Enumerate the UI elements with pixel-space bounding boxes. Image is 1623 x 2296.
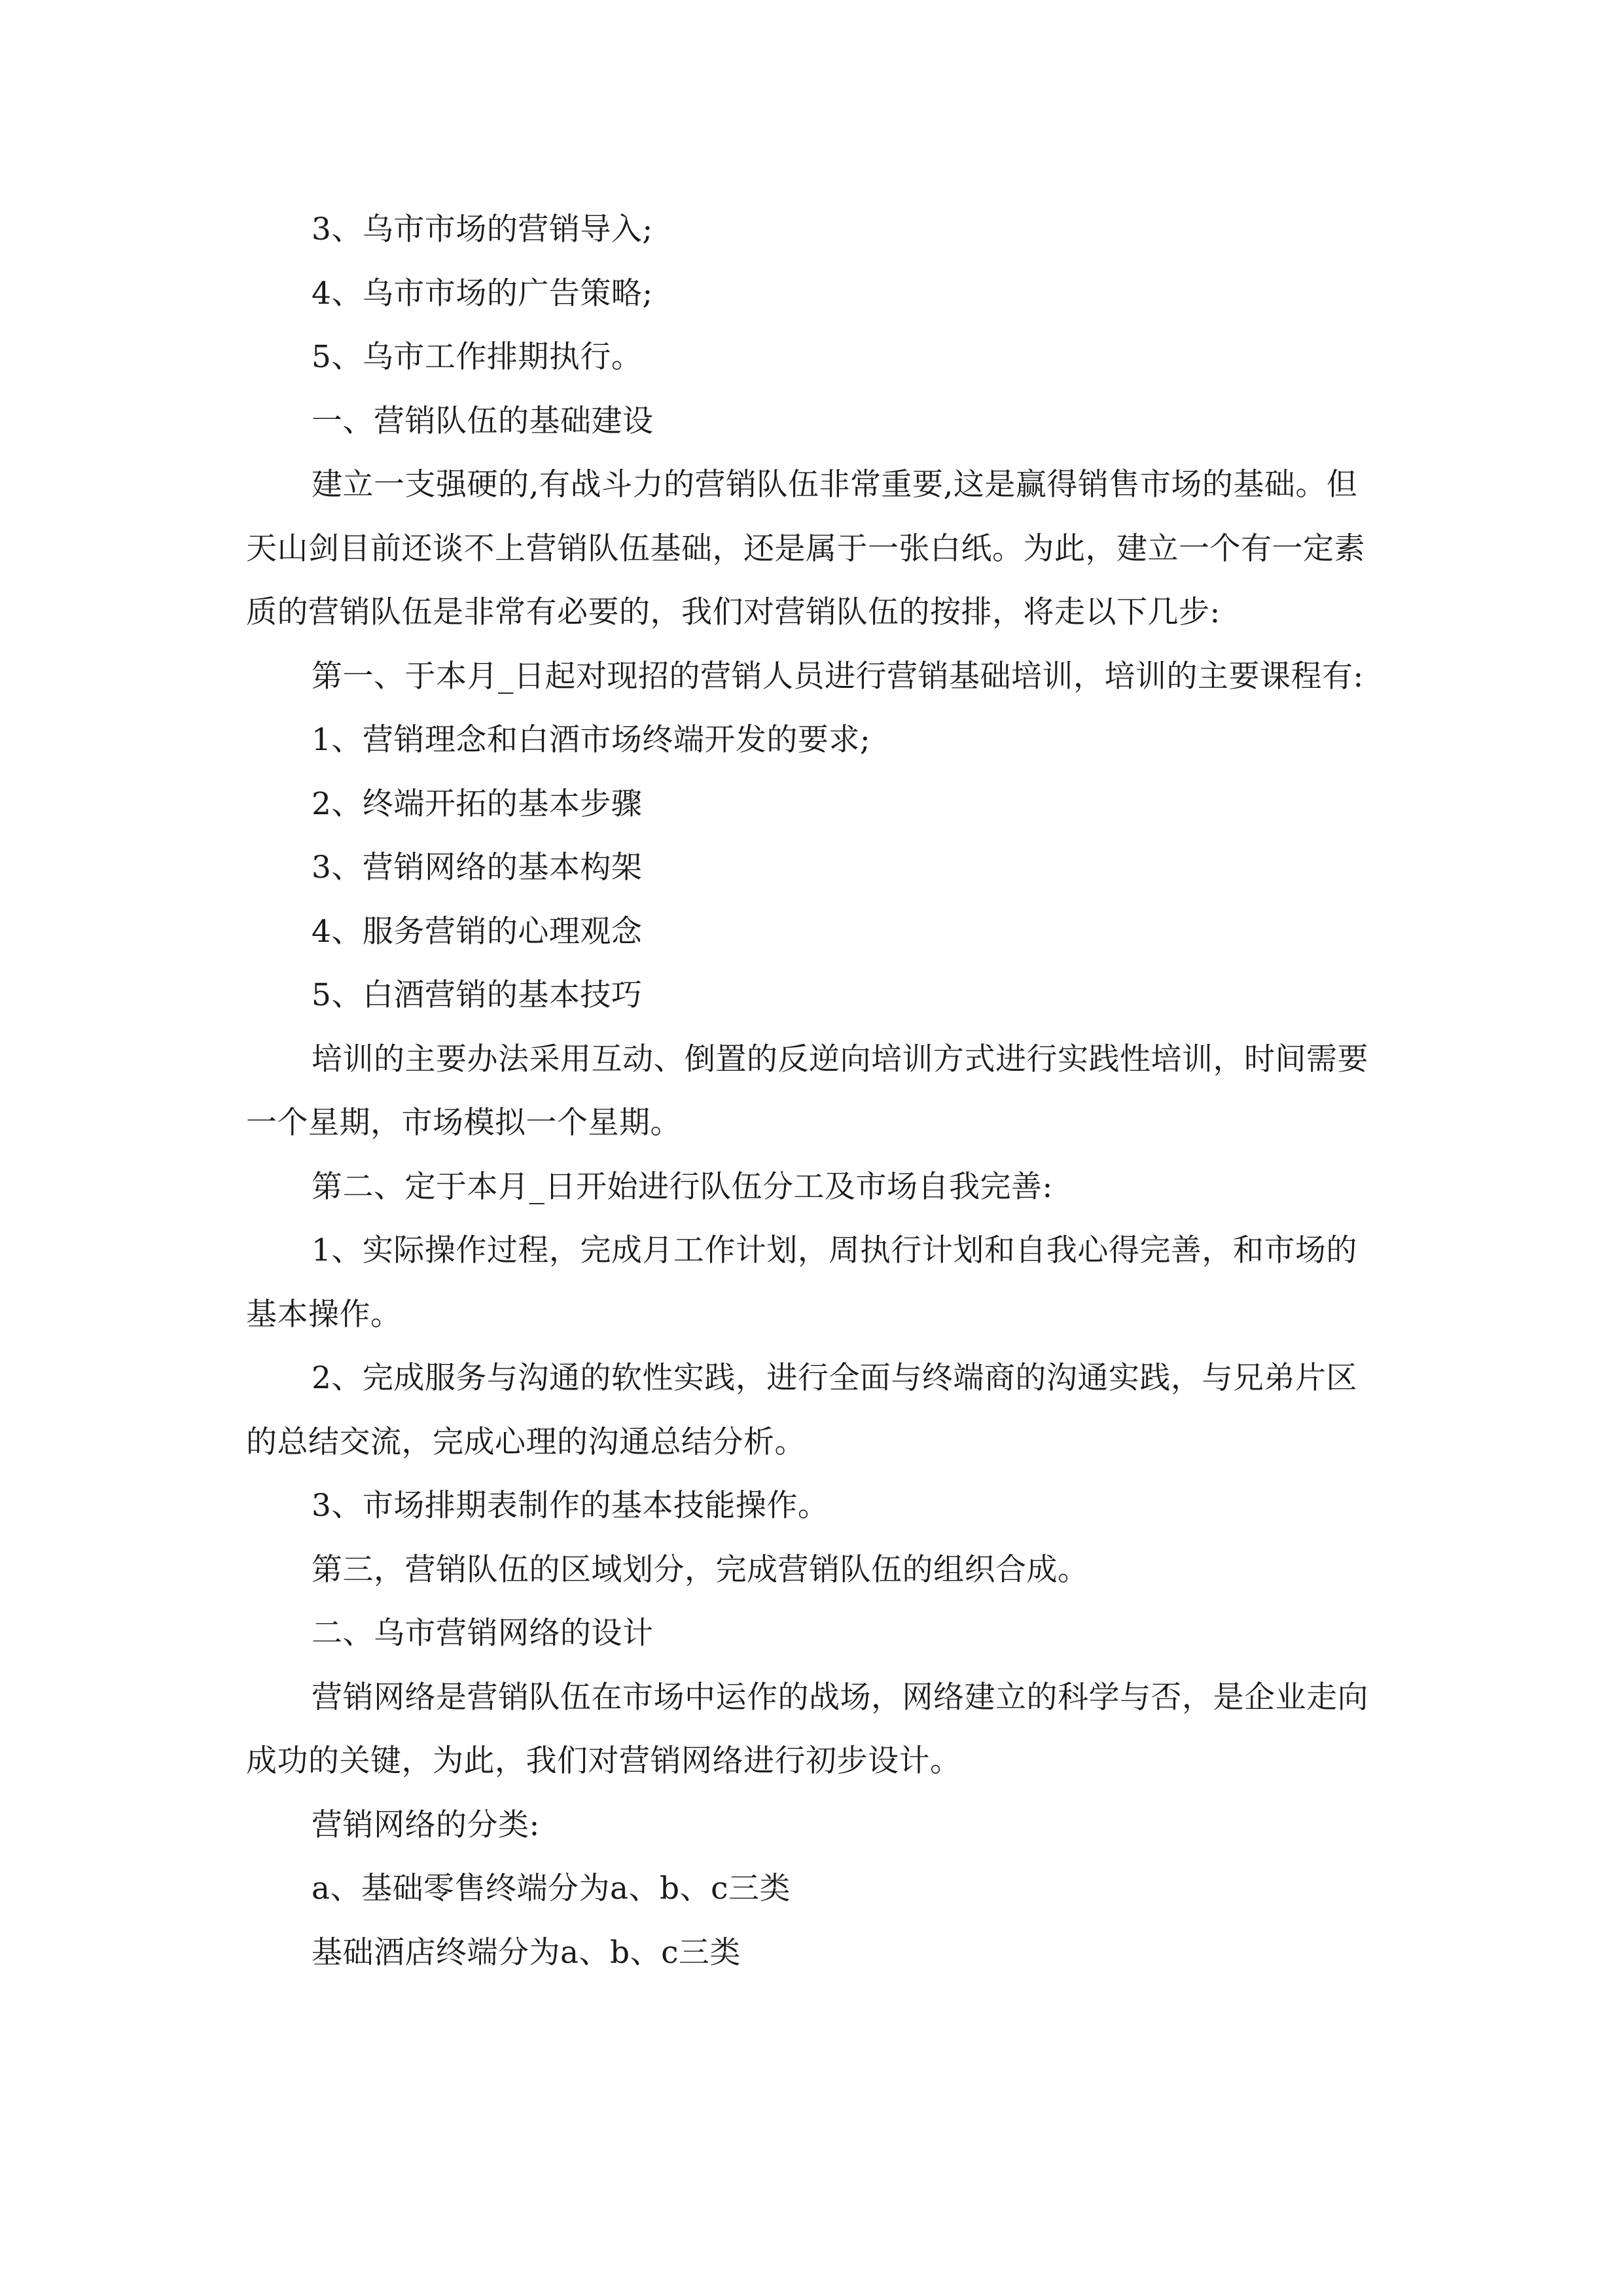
list-item: 5、乌市工作排期执行。 [312, 339, 643, 375]
paragraph: 建立一支强硬的,有战斗力的营销队伍非常重要,这是赢得销售市场的基础。但天山剑目前还谈不上营销队伍基础，还是属于一张白纸。为此，建立一个有一定素质的营销队伍是非常有必要的，我们对营销队伍的按排，将走以下几步: [246, 467, 1365, 630]
list-item: 基础酒店终端分为a、b、c三类 [312, 1934, 741, 1971]
list-item: 1、实际操作过程，完成月工作计划，周执行计划和自我心得完善，和市场的基本操作。 [246, 1232, 1357, 1333]
section-heading: 一、营销队伍的基础建设 [312, 403, 654, 439]
section-heading: 二、乌市营销网络的设计 [312, 1615, 654, 1651]
document-body [246, 198, 1378, 1984]
paragraph: 第二、定于本月_日开始进行队伍分工及市场自我完善: [312, 1168, 1053, 1205]
paragraph: 营销网络的分类: [312, 1806, 540, 1843]
paragraph: 培训的主要办法采用互动、倒置的反逆向培训方式进行实践性培训，时间需要一个星期，市场模拟一个星期。 [246, 1041, 1368, 1141]
list-item: 4、乌市市场的广告策略; [312, 275, 653, 312]
list-item: 5、白酒营销的基本技巧 [312, 977, 643, 1013]
paragraph: 第三，营销队伍的区域划分，完成营销队伍的组织合成。 [312, 1551, 1089, 1588]
list-item: 2、终端开拓的基本步骤 [312, 785, 643, 822]
list-item: 1、营销理念和白酒市场终端开发的要求; [312, 722, 871, 758]
list-item: 3、营销网络的基本构架 [312, 850, 643, 886]
list-item: 3、市场排期表制作的基本技能操作。 [312, 1488, 829, 1524]
list-item: 3、乌市市场的营销导入; [312, 211, 653, 247]
list-item: 2、完成服务与沟通的软性实践，进行全面与终端商的沟通实践，与兄弟片区的总结交流，完成心理的沟通总结分析。 [246, 1360, 1357, 1460]
paragraph: 第一、于本月_日起对现招的营销人员进行营销基础培训，培训的主要课程有: [312, 658, 1364, 694]
list-item: 4、服务营销的心理观念 [312, 913, 643, 950]
list-item: a、基础零售终端分为a、b、c三类 [312, 1871, 791, 1907]
paragraph: 营销网络是营销队伍在市场中运作的战场，网络建立的科学与否，是企业走向成功的关键，为此，我们对营销网络进行初步设计。 [246, 1679, 1368, 1779]
